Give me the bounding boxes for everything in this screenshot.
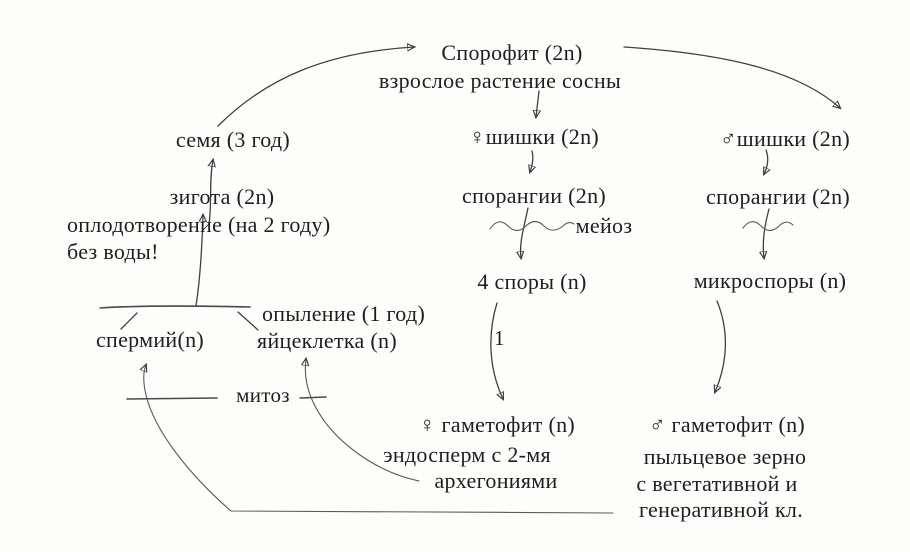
sporophyte-label: Спорофит (2n) [441,40,583,65]
meiosis-wavy-line-mid [490,222,574,231]
seed-label: семя (3 год) [175,127,291,152]
arrow-sporangia-to-microspores [763,209,769,258]
arrow-spores-to-female-gametophyte [491,303,503,399]
arrow-sporophyte-to-female-cones [536,91,539,117]
mitosis-label: митоз [236,383,290,407]
microspores-label: микроспоры (n) [693,268,847,293]
pollination-label: опыление (1 год) [262,301,426,326]
meiosis-wavy-line-right [743,222,793,231]
male-gametophyte-label: ♂ гаметофит (n) [648,412,806,437]
egg-label: яйцеклетка (n) [257,328,397,353]
arrow-female-cones-to-sporangia [530,151,533,172]
pollen-grain-label: пыльцевое зерно [643,444,807,469]
four-spores-label: 4 споры (n) [477,269,587,294]
fertilization-label: оплодотворение (на 2 году) [67,212,331,237]
female-cones-label: ♀шишки (2n) [468,124,600,149]
arrow-sporophyte-to-male-cones [624,47,840,108]
vegetative-cell-label: с вегетативной и [636,471,798,496]
arrow-male-cones-to-sporangia [764,150,768,174]
archegonia-label: архегониями [434,468,558,493]
sperm-label: спермий(n) [95,327,205,352]
egg-branch-line [238,312,258,330]
male-cones-label: ♂шишки (2n) [719,126,851,151]
no-water-label: без воды! [67,239,159,264]
female-sporangia-label: спорангии (2n) [462,183,606,208]
endosperm-label: эндосперм с 2-мя [383,442,551,467]
meiosis-label: мейоз [575,213,633,238]
mitosis-line-left [127,398,217,399]
pollination-line [100,306,250,308]
female-gametophyte-label: ♀ гаметофит (n) [418,412,576,437]
one-spore-count-label: 1 [494,326,505,350]
male-sporangia-label: спорангии (2n) [706,184,850,209]
zygote-label: зигота (2n) [169,184,275,209]
generative-cell-label: генеративной кл. [638,497,804,522]
arrow-sporangia-to-spores [521,208,528,258]
mitosis-line-right [300,397,326,398]
sporophyte-subtitle: взрослое растение сосны [378,68,622,93]
arrow-microspores-to-male-gametophyte [715,301,725,392]
